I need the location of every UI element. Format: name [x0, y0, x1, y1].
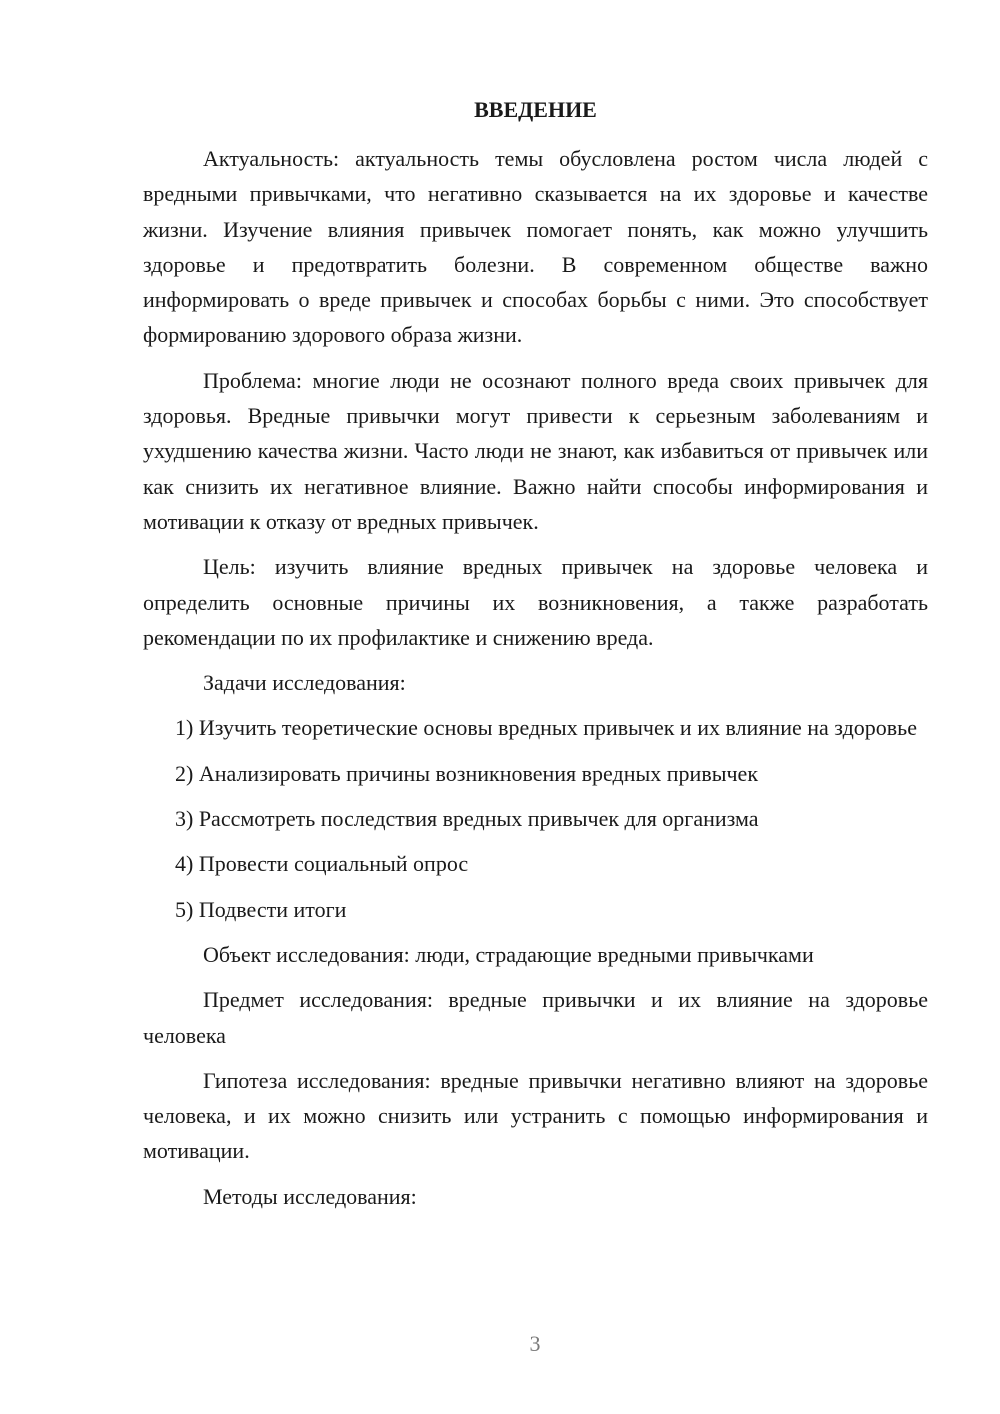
object-paragraph: Объект исследования: люди, страдающие вредными привычками: [203, 941, 814, 967]
task-item: 5) Подвести итоги: [175, 896, 347, 922]
section-title: ВВЕДЕНИЕ: [474, 97, 597, 122]
page-number: 3: [529, 1331, 541, 1356]
task-item: 1) Изучить теоретические основы вредных привычек и их влияние на здоровье: [175, 715, 917, 741]
task-item: 3) Рассмотреть последствия вредных привычек для организма: [175, 806, 759, 832]
problem-paragraph: Проблема: многие люди не осознают полного вреда своих привычек для здоровья. Вредные привычки могут привести к серьезным заболеваниям и ухудшению качества жизни. Часто люди не знают, как избавиться от привычек или как снизить их негативное влияние. Важно найти способы информирования и мотивации к отказу от вредных привычек.: [143, 367, 928, 534]
relevance-paragraph: Актуальность: актуальность темы обусловлена ростом числа людей с вредными привычками, что негативно сказывается на их здоровье и качестве жизни. Изучение влияния привычек помогает понять, как можно улучшить здоровье и предотвратить болезни. В современном обществе важно информировать о вреде привычек и способах борьбы с ними. Это способствует формированию здорового образа жизни.: [143, 146, 928, 348]
methods-heading: Методы исследования:: [203, 1183, 417, 1209]
document-page: [143, 92, 928, 1224]
tasks-heading: Задачи исследования:: [203, 670, 406, 696]
hypothesis-paragraph: Гипотеза исследования: вредные привычки негативно влияют на здоровье человека, и их можно снизить или устранить с помощью информирования и мотивации.: [143, 1067, 928, 1164]
task-item: 4) Провести социальный опрос: [175, 851, 469, 877]
subject-paragraph: Предмет исследования: вредные привычки и их влияние на здоровье человека: [143, 987, 928, 1048]
goal-paragraph: Цель: изучить влияние вредных привычек на здоровье человека и определить основные причины их возникновения, а также разработать рекомендации по их профилактике и снижению вреда.: [143, 554, 928, 650]
task-item: 2) Анализировать причины возникновения вредных привычек: [175, 760, 759, 786]
